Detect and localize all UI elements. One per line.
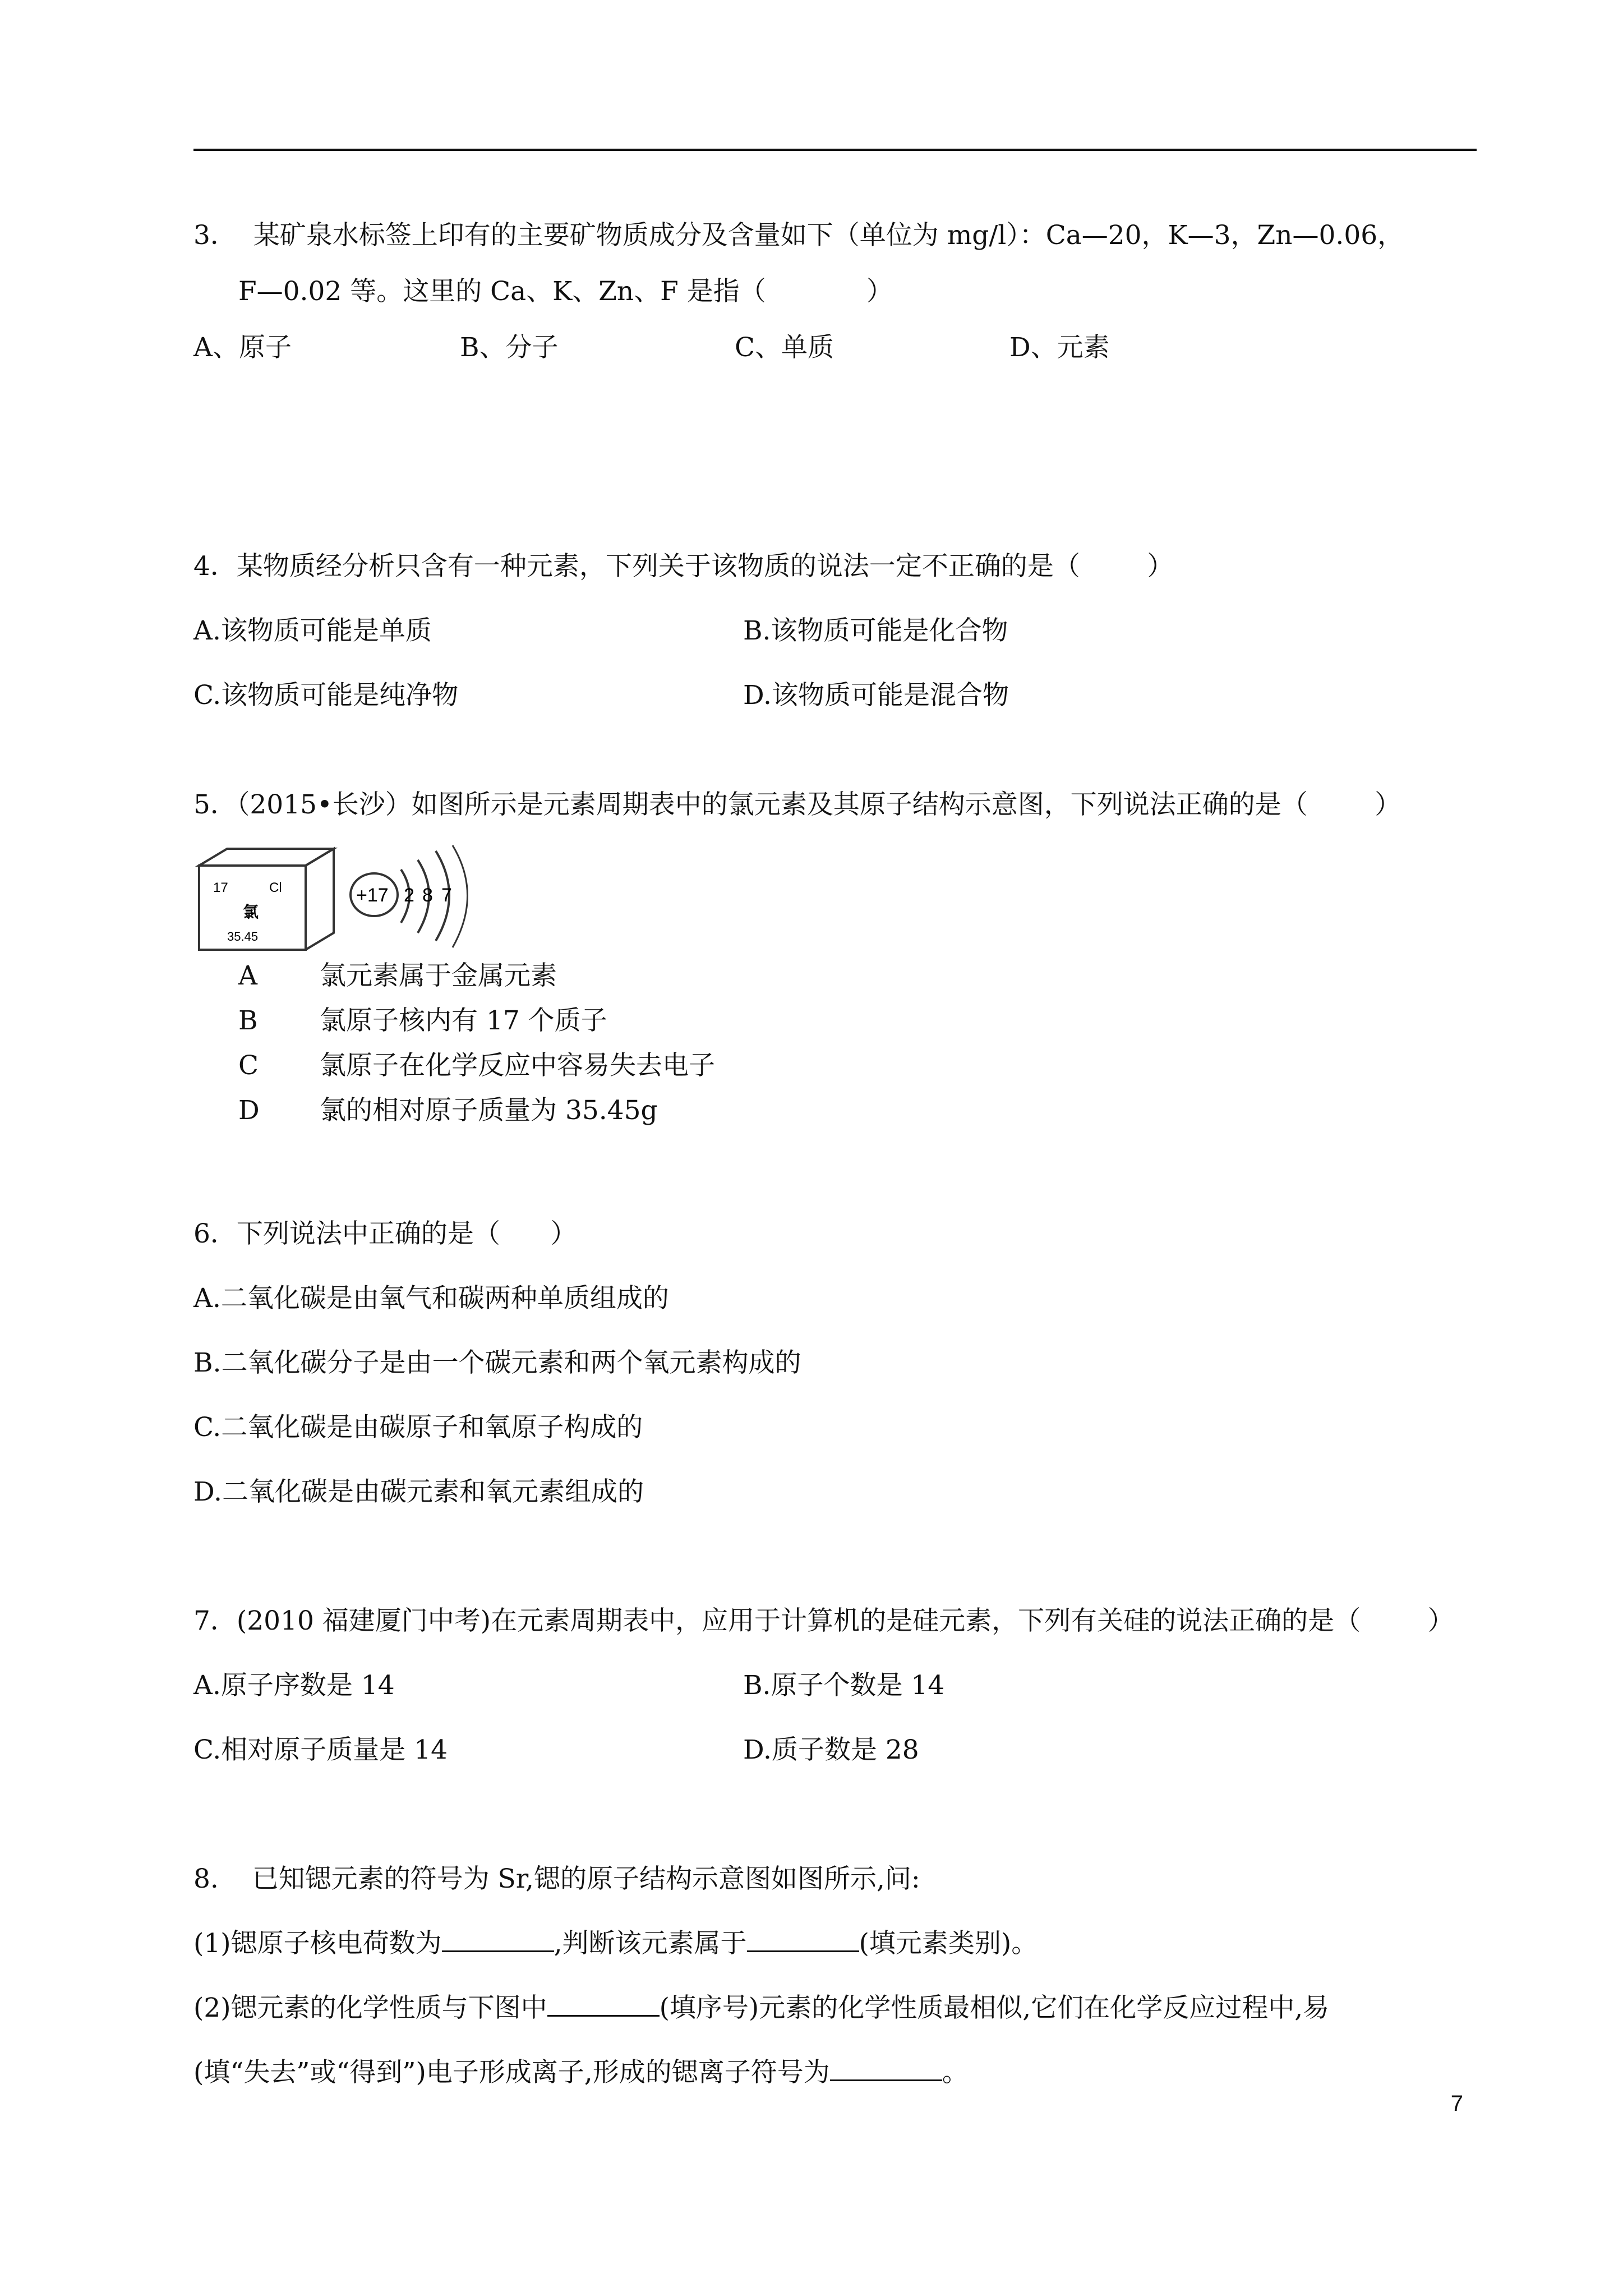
q8-part2 — [193, 1991, 1329, 2025]
q5-stem: 5．（2015•长沙）如图所示是元素周期表中的氯元素及其原子结构示意图，下列说法正确的是（ ） — [193, 789, 1401, 820]
q8-part2-a: (2)锶元素的化学性质与下图中 — [193, 1993, 547, 2023]
q8-part3-b: 。 — [942, 2057, 969, 2088]
q4-option-d: D.该物质可能是混合物 — [743, 680, 1009, 711]
q7-option-b: B.原子个数是 14 — [743, 1670, 945, 1701]
q5-option-b-letter: B — [238, 1005, 258, 1036]
q4-option-a: A.该物质可能是单质 — [193, 615, 432, 646]
q3-stem-line2: F—0.02 等。这里的 Ca、K、Zn、F 是指（ ） — [238, 276, 893, 307]
q3-option-c: C、单质 — [735, 332, 834, 363]
q5-option-a-letter: A — [238, 960, 257, 991]
q5-option-c-text: 氯原子在化学反应中容易失去电子 — [320, 1050, 715, 1081]
q7-option-a: A.原子序数是 14 — [193, 1670, 395, 1701]
q5-option-b-text: 氯原子核内有 17 个质子 — [320, 1005, 607, 1036]
q6-option-c: C.二氧化碳是由碳原子和氧原子构成的 — [193, 1412, 643, 1443]
shell-electrons-2: 8 — [422, 885, 433, 906]
q4-stem: 4．某物质经分析只含有一种元素，下列关于该物质的说法一定不正确的是（ ） — [193, 551, 1174, 582]
element-cell-side — [306, 849, 334, 950]
q3-option-b: B、分子 — [460, 332, 559, 363]
element-cell-top — [199, 849, 334, 866]
q5-option-d-letter: D — [238, 1095, 260, 1126]
q6-option-a: A.二氧化碳是由氧气和碳两种单质组成的 — [193, 1283, 669, 1314]
q4-option-b: B.该物质可能是化合物 — [743, 615, 1008, 646]
q6-stem: 6．下列说法中正确的是（ ） — [193, 1218, 577, 1249]
element-symbol: Cl — [269, 880, 282, 895]
shell-electrons-3: 7 — [441, 885, 452, 906]
q3-option-a: A、原子 — [193, 332, 292, 363]
q8-blank-ion[interactable] — [830, 2057, 942, 2081]
q6-option-b: B.二氧化碳分子是由一个碳元素和两个氧元素构成的 — [193, 1347, 801, 1378]
q8-part3-a: (填“失去”或“得到”)电子形成离子,形成的锶离子符号为 — [193, 2057, 830, 2088]
q8-stem: 8. 已知锶元素的符号为 Sr,锶的原子结构示意图如图所示,问: — [193, 1864, 920, 1894]
shell-electrons-1: 2 — [404, 885, 414, 906]
chlorine-figure-svg — [193, 839, 485, 951]
q6-option-d: D.二氧化碳是由碳元素和氧元素组成的 — [193, 1476, 644, 1507]
chlorine-figure — [193, 839, 485, 951]
q5-option-c-letter: C — [238, 1050, 259, 1081]
q4-option-c: C.该物质可能是纯净物 — [193, 680, 459, 711]
q8-blank-charge[interactable] — [442, 1928, 554, 1952]
q8-part2-b: (填序号)元素的化学性质最相似,它们在化学反应过程中,易 — [659, 1993, 1330, 2023]
header-rule — [193, 149, 1477, 151]
q8-blank-category[interactable] — [747, 1928, 859, 1952]
q8-part1-a: (1)锶原子核电荷数为 — [193, 1928, 442, 1959]
q3-option-d: D、元素 — [1009, 332, 1110, 363]
q8-blank-similar[interactable] — [547, 1993, 660, 2017]
q8-part3 — [193, 2056, 969, 2090]
element-number: 17 — [213, 880, 228, 895]
q7-option-c: C.相对原子质量是 14 — [193, 1734, 448, 1765]
q8-part1-c: (填元素类别)。 — [859, 1928, 1038, 1959]
nucleus-charge: +17 — [356, 885, 389, 906]
q8-part1 — [193, 1927, 1038, 1961]
element-name: 氯 — [243, 903, 259, 921]
q5-option-d-text: 氯的相对原子质量为 35.45g — [320, 1095, 658, 1126]
q7-option-d: D.质子数是 28 — [743, 1734, 919, 1765]
q5-option-a-text: 氯元素属于金属元素 — [320, 960, 557, 991]
element-mass: 35.45 — [227, 930, 259, 944]
q7-stem: 7．(2010 福建厦门中考)在元素周期表中，应用于计算机的是硅元素，下列有关硅的说法正确的是（ ） — [193, 1605, 1454, 1636]
q3-stem-line1: 3． 某矿泉水标签上印有的主要矿物质成分及含量如下（单位为 mg/l）：Ca—20，K—3，Zn—0.06， — [193, 220, 1404, 251]
page-number: 7 — [1450, 2091, 1463, 2116]
shell-arc-4 — [453, 845, 468, 947]
q8-part1-b: ,判断该元素属于 — [554, 1928, 747, 1959]
